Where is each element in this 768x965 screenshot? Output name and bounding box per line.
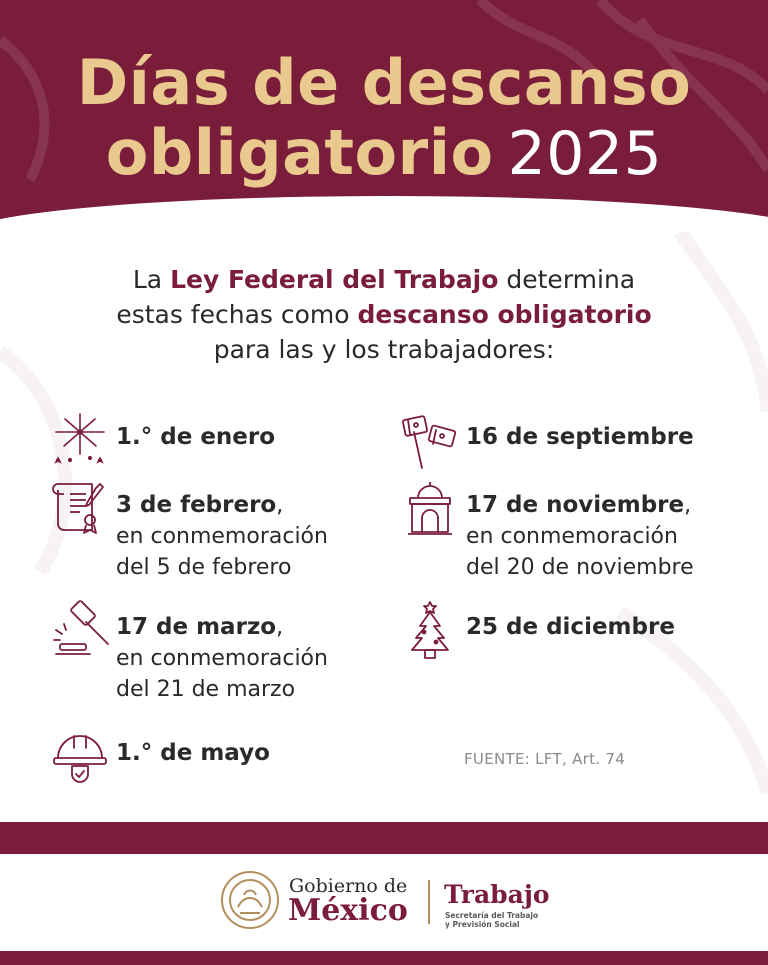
christmas-tree-icon xyxy=(400,600,460,660)
mexico-text: México xyxy=(288,893,408,928)
fireworks-icon xyxy=(50,410,110,470)
source-note: FUENTE: LFT, Art. 74 xyxy=(464,750,626,768)
document-scroll-icon xyxy=(50,478,110,538)
holiday-date: 3 de febrero xyxy=(116,492,277,518)
monument-icon xyxy=(400,478,460,538)
holiday-note: en conmemoración xyxy=(116,524,328,549)
page-title-line2 xyxy=(0,116,768,189)
secretaria-text: Secretaría del Trabajo y Previsión Social xyxy=(445,911,539,929)
intro-ley-bold: Ley Federal del Trabajo xyxy=(170,265,499,294)
holiday-date: 16 de septiembre xyxy=(466,424,694,450)
bottom-band xyxy=(0,951,768,965)
gavel-icon xyxy=(50,600,110,660)
flag-icon xyxy=(400,410,460,470)
gobierno-text: Gobierno de xyxy=(289,875,408,897)
holiday-note: en conmemoración xyxy=(466,524,678,549)
intro-descanso-bold: descanso obligatorio xyxy=(357,300,652,329)
holiday-note: del 5 de febrero xyxy=(116,555,292,580)
title-obligatorio: obligatorio xyxy=(105,116,494,189)
national-seal-icon xyxy=(220,869,280,931)
footer-band xyxy=(0,822,768,854)
holiday-date: 1.° de mayo xyxy=(116,740,270,766)
hardhat-shield-icon xyxy=(50,726,110,786)
holiday-date: 17 de noviembre xyxy=(466,492,685,518)
intro-text: La Ley Federal del Trabajo determina estas fechas como descanso obligatorio para las y los trabajadores: xyxy=(116,265,652,364)
title-year: 2025 xyxy=(507,119,663,189)
holiday-date: 1.° de enero xyxy=(116,424,276,450)
holiday-note: del 21 de marzo xyxy=(116,677,296,702)
holiday-note: en conmemoración xyxy=(116,646,328,671)
holiday-note: del 20 de noviembre xyxy=(466,555,694,580)
page-title-line1: Días de descanso xyxy=(76,46,692,119)
logo-divider xyxy=(428,880,430,924)
holiday-date: 25 de diciembre xyxy=(466,614,675,640)
trabajo-text: Trabajo xyxy=(444,880,550,909)
holiday-date: 17 de marzo xyxy=(116,614,277,640)
